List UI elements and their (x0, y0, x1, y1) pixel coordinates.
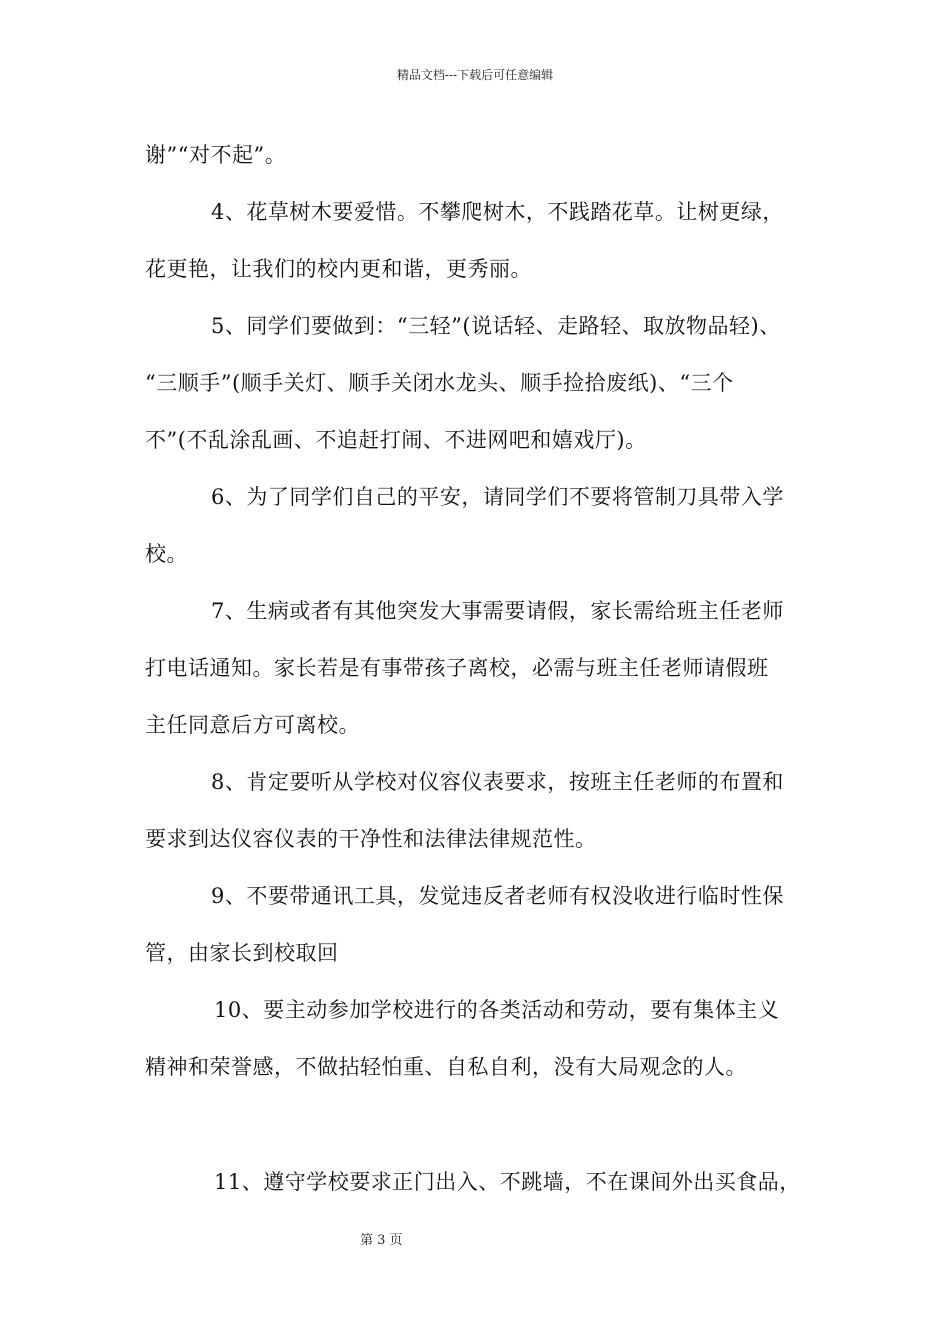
text-line: 4、花草树木要爱惜。不攀爬树木，不践踏花草。让树更绿， (211, 200, 784, 224)
text-line: 校。 (145, 542, 188, 566)
text-line: 管，由家长到校取回 (145, 941, 339, 965)
text-line: 精神和荣誉感，不做拈轻怕重、自私自利，没有大局观念的人。 (145, 1055, 747, 1079)
text-line: 9、不要带通讯工具，发觉违反者老师有权没收进行临时性保 (211, 884, 784, 908)
text-line: 8、肯定要听从学校对仪容仪表要求，按班主任老师的布置和 (211, 770, 784, 794)
text-line: 11、遵守学校要求正门出入、不跳墙，不在课间外出买食品， (214, 1170, 801, 1194)
text-line: 主任同意后方可离校。 (145, 713, 360, 737)
text-line: “三顺手”(顺手关灯、顺手关闭水龙头、顺手捡拾废纸)、“三个 (145, 371, 734, 395)
text-line: 谢”“对不起”。 (145, 143, 287, 167)
page-number: 第 3 页 (360, 1233, 403, 1248)
text-line: 花更艳，让我们的校内更和谐，更秀丽。 (145, 257, 532, 281)
page-header: 精品文档---下载后可任意编辑 (396, 68, 554, 82)
text-line: 6、为了同学们自己的平安，请同学们不要将管制刀具带入学 (211, 485, 784, 509)
text-line: 7、生病或者有其他突发大事需要请假，家长需给班主任老师 (211, 599, 784, 623)
text-line: 打电话通知。家长若是有事带孩子离校，必需与班主任老师请假班 (145, 656, 769, 680)
text-line: 不”(不乱涂乱画、不追赶打闹、不进网吧和嬉戏厅)。 (145, 428, 647, 452)
text-line: 5、同学们要做到：“三轻”(说话轻、走路轻、取放物品轻)、 (211, 314, 781, 338)
text-line: 10、要主动参加学校进行的各类活动和劳动，要有集体主义 (214, 998, 780, 1022)
text-line: 要求到达仪容仪表的干净性和法律法律规范性。 (145, 827, 597, 851)
